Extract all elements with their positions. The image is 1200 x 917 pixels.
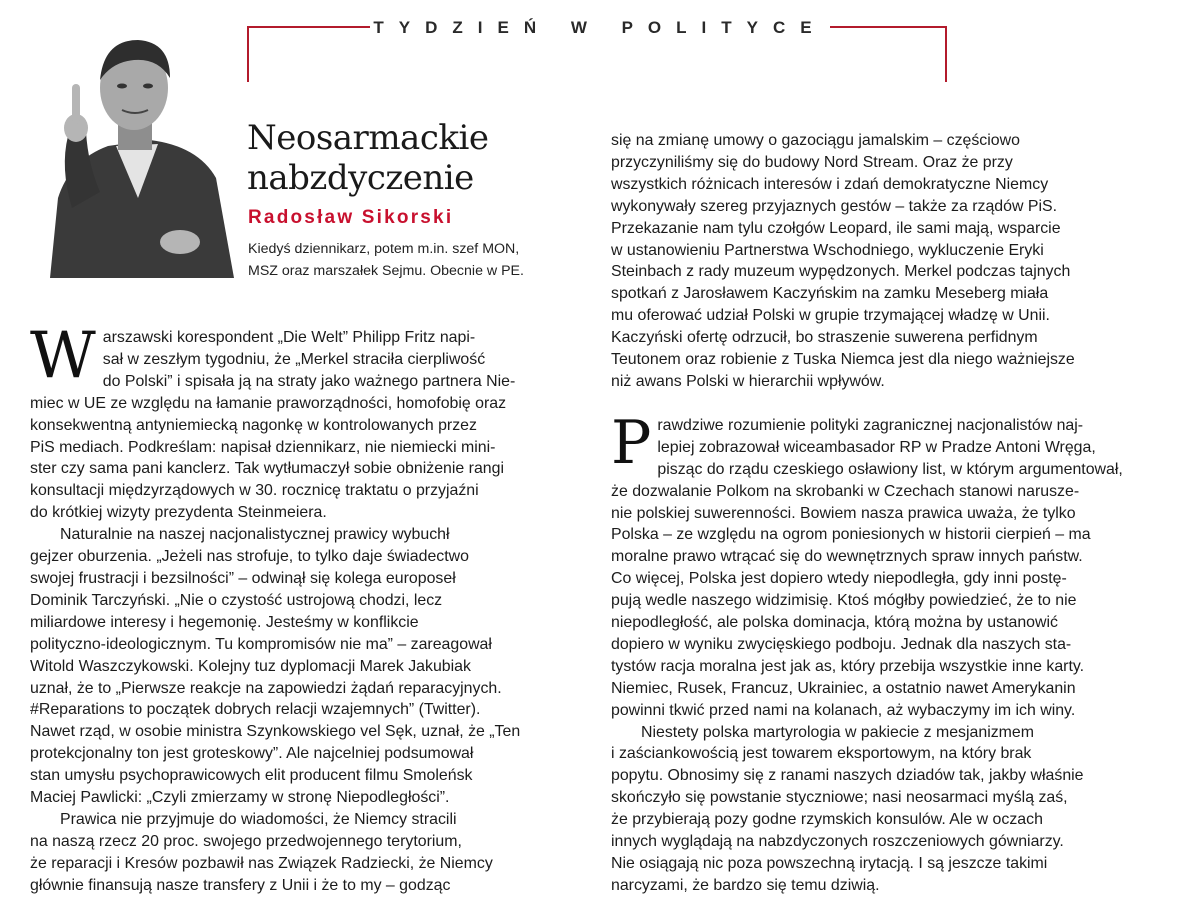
text-line: konsekwentną antyniemiecką nagonkę w kontrolowanych przez: [30, 416, 477, 434]
headline-line: nabzdyczenie: [247, 158, 474, 198]
text-line: do Polski” i spisała ją na straty jako ważnego partnera Nie-: [102, 372, 516, 390]
text-line: #Reparations to początek dobrych relacji wzajemnych” (Twitter).: [30, 701, 481, 719]
text-line: Niestety polska martyrologia w pakiecie z mesjanizmem: [641, 723, 1034, 741]
text-line: swojej frustracji i bezsilności” – odwinął się kolega europoseł: [30, 569, 456, 587]
drop-cap: W: [30, 319, 96, 393]
text-line: konsultacji międzyrządowych w 30. rocznicę traktatu o przyjaźni: [30, 482, 479, 500]
text-line: spotkań z Jarosławem Kaczyńskim na zamku Meseberg miała: [611, 285, 1049, 303]
section-title: TYDZIEŃ W POLITYCE: [370, 14, 830, 42]
text-line: Naturalnie na naszej nacjonalistycznej prawicy wybuchł: [60, 526, 450, 544]
text-line: Nawet rząd, w osobie ministra Szynkowskiego vel Sęk, uznał, że „Ten: [30, 723, 521, 741]
text-line: dopiero w wyniku zwycięskiego podboju. Jednak dla naszych sta-: [611, 635, 1072, 653]
text-line: arszawski korespondent „Die Welt” Philipp Fritz napi-: [102, 329, 476, 346]
text-line: Przekazanie nam tylu czołgów Leopard, ile sami mają, wsparcie: [611, 219, 1061, 237]
text-line: rawdziwe rozumienie polityki zagranicznej nacjonalistów naj-: [657, 416, 1084, 434]
author-bio: [248, 238, 548, 282]
text-line: Steinbach z rady muzeum wypędzonych. Merkel podczas tajnych: [611, 263, 1071, 281]
text-line: wszystkich różnicach interesów i zdań demokratyczne Niemcy: [611, 175, 1049, 193]
text-line: narcyzami, że bardzo się temu dziwią.: [611, 876, 880, 894]
text-line: polityczno-ideologicznym. Tu kompromisów nie ma” – zareagował: [30, 635, 492, 653]
text-line: Nie osiągają nic poza powszechną irytacją. I są jeszcze takimi: [611, 855, 1048, 872]
text-line: lepiej zobrazował wiceambasador RP w Pradze Antoni Wręga,: [657, 438, 1096, 456]
text-line: Kaczyński ofertę odrzucił, bo straszenie suwerena perfidnym: [611, 329, 1038, 347]
text-line: niepodległość, ale polska dominacja, którą można by ustanowić: [611, 614, 1058, 632]
text-line: nie polskiej suwerenności. Bowiem nasza prawica uważa, że tylko: [611, 504, 1076, 522]
text-line: mu oferować udział Polski w grupie trzymającej władzę w Unii.: [611, 307, 1050, 325]
text-line: sał w zeszłym tygodniu, że „Merkel straciła cierpliwość: [102, 350, 486, 368]
article-column-right: [611, 130, 1176, 897]
author-name: Radosław Sikorski: [248, 207, 454, 228]
text-line: do krótkiej wizyty prezydenta Steinmeiera.: [30, 504, 327, 522]
author-photo: [30, 28, 242, 278]
paragraph: [611, 130, 1176, 393]
text-line: miliardowe interesy i hegemonię. Jesteśmy w konflikcie: [30, 613, 419, 631]
text-line: pują wedle naszego widzimisię. Ktoś mógłby powiedzieć, że to nie: [611, 592, 1077, 610]
author-portrait-image: [30, 28, 242, 278]
paragraph: [30, 524, 588, 809]
text-line: protekcjonalny ton jest groteskowy”. Ale najcelniej podsumował: [30, 745, 474, 763]
text-line: na naszą rzecz 20 proc. swojego przedwojennego terytorium,: [30, 832, 462, 850]
text-line: niż awans Polski w hierarchii wpływów.: [611, 372, 885, 390]
text-line: ster czy sama pani kanclerz. Tak wytłumaczył sobie obniżenie rangi: [30, 460, 504, 478]
text-line: głównie finansują nasze transfery z Unii i że to my – godząc: [30, 876, 451, 894]
text-line: Polska – ze względu na ogrom poniesionych w historii cierpień – ma: [611, 526, 1091, 544]
text-line: przyczyniliśmy się do budowy Nord Stream. Oraz że przy: [611, 153, 1013, 171]
text-line: i zaściankowością jest towarem eksportowym, na który brak: [611, 745, 1032, 763]
text-line: tystów racja moralna jest jak as, który przebija wszystkie inne karty.: [611, 657, 1085, 675]
bio-line: Kiedyś dziennikarz, potem m.in. szef MON,: [248, 241, 520, 257]
text-line: wykonywały szereg przyjaznych gestów – także za rządów PiS.: [611, 197, 1058, 215]
headline-line: Neosarmackie: [247, 118, 489, 158]
text-line: Prawica nie przyjmuje do wiadomości, że Niemcy stracili: [60, 810, 457, 828]
paragraph: [30, 319, 588, 524]
text-line: że przybierają pozy godne rzymskich konsulów. Ale w oczach: [611, 811, 1043, 829]
text-line: miec w UE ze względu na łamanie praworządności, homofobię oraz: [30, 394, 507, 412]
text-line: Maciej Pawlicki: „Czyli zmierzamy w stronę Niepodległości”.: [30, 789, 450, 807]
text-line: popytu. Obnosimy się z ranami naszych dziadów tak, jakby właśnie: [611, 767, 1084, 785]
text-line: stan umysłu psychoprawicowych elit producent filmu Smoleńsk: [30, 767, 473, 785]
text-line: Witold Waszczykowski. Kolejny tuz dyplomacji Marek Jakubiak: [30, 657, 471, 675]
drop-cap: P: [611, 407, 652, 478]
text-line: w ustanowieniu Partnerstwa Wschodniego, wykluczenie Eryki: [611, 241, 1044, 259]
text-line: PiS mediach. Podkreślam: napisał dziennikarz, nie niemiecki mini-: [30, 438, 496, 456]
text-line: pisząc do rządu czeskiego osławiony list, w którym argumentował,: [657, 460, 1123, 478]
text-line: Teutonem oraz robienie z Tuska Niemca jest dla niego ważniejsze: [611, 351, 1075, 369]
article-column-left: [30, 319, 588, 897]
text-line: że dozwalanie Polkom na skrobanki w Czechach stanowi narusze-: [611, 482, 1080, 500]
paragraph: [611, 407, 1176, 722]
paragraph: [611, 722, 1176, 897]
text-line: Dominik Tarczyński. „Nie o czystość ustrojową chodzi, lecz: [30, 591, 443, 609]
text-line: Niemiec, Rusek, Francuz, Ukrainiec, a ostatnio nawet Amerykanin: [611, 679, 1076, 697]
bio-line: MSZ oraz marszałek Sejmu. Obecnie w PE.: [248, 263, 524, 279]
text-line: się na zmianę umowy o gazociągu jamalskim – częściowo: [611, 132, 1020, 149]
text-line: uznał, że to „Pierwsze reakcje na zapowiedzi żądań reparacyjnych.: [30, 679, 502, 697]
text-line: Co więcej, Polska jest dopiero wtedy niepodległa, gdy inni postę-: [611, 570, 1067, 588]
paragraph: [30, 809, 588, 897]
text-line: innych wyglądają na nabzdyczonych roszczeniowych gówniarzy.: [611, 833, 1064, 851]
text-line: moralne prawo wtrącać się do wewnętrznych spraw innych państw.: [611, 548, 1083, 566]
text-line: skończyło się powstanie styczniowe; nasi neosarmaci myślą zaś,: [611, 789, 1068, 807]
text-line: że reparacji i Kresów pozbawił nas Związek Radziecki, że Niemcy: [30, 854, 493, 872]
text-line: powinni tkwić przed nami na kolanach, aż wybaczymy im ich winy.: [611, 701, 1076, 719]
article-headline: [247, 118, 587, 198]
text-line: gejzer oburzenia. „Jeżeli nas strofuje, to tylko daje świadectwo: [30, 548, 469, 566]
